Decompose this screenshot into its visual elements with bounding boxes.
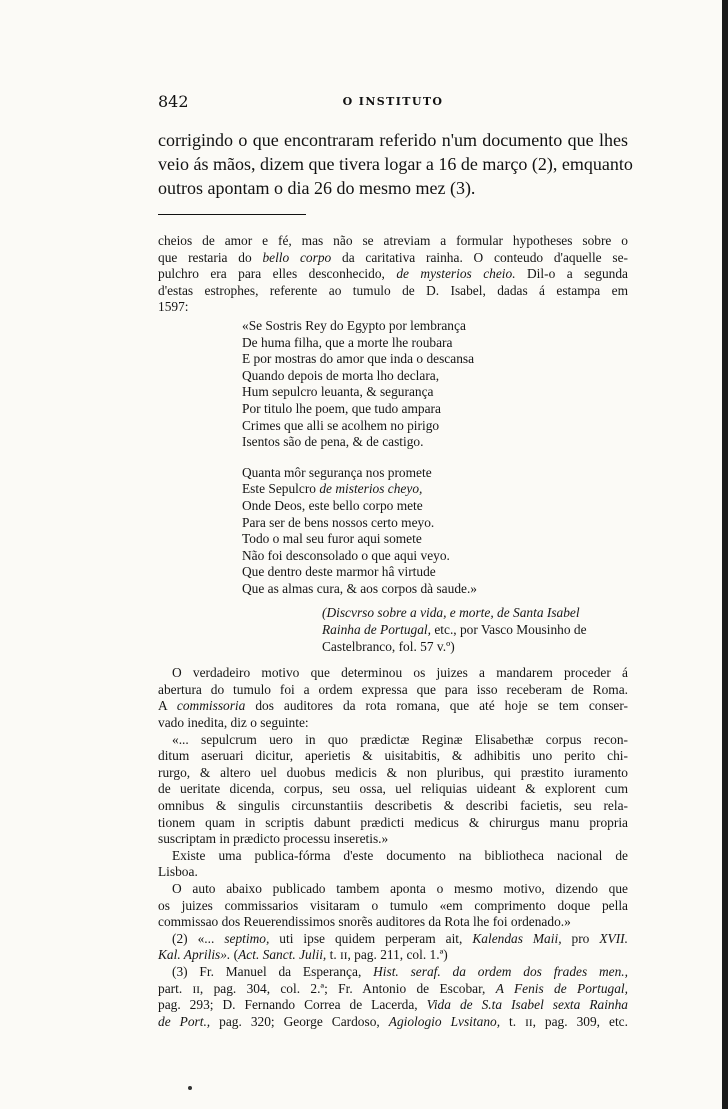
verse-line: Não foi desconsolado o que aqui veyo. [242, 547, 450, 563]
footnote-line: pulchro era para elles desconhecido, de mysterios cheio. Dil-o a segunda [158, 266, 628, 282]
verse-line: Todo o mal seu furor aqui somete [242, 531, 422, 547]
verse-line: Que as almas cura, & aos corpos dà saude.» [242, 580, 478, 596]
main-text-line: corrigindo o que encontraram referido n'um documento que lhes [158, 130, 628, 150]
paragraph-line: commissao dos Reuerendissimos snorẽs auditores da Rota lhe foi ordenado.» [158, 914, 571, 930]
footnote-line: que restaria do bello corpo da caritativa rainha. O conteudo d'aquelle se- [158, 249, 629, 265]
verse-line: Onde Deos, este bello corpo mete [242, 497, 423, 513]
paragraph-line: Lisboa. [158, 864, 198, 880]
paragraph-line: O verdadeiro motivo que determinou os juizes a mandarem proceder á [172, 665, 628, 681]
quote-line: «... sepulcrum uero in quo prædictæ Reginæ Elisabethæ corpus recon- [172, 731, 628, 747]
quote-line: ditum aseruari dicitur, aperietis & uisitabitis, & adhibitis uno perito chi- [158, 748, 628, 764]
ink-speck [188, 1086, 192, 1090]
verse-line: Que dentro deste marmor hâ virtude [242, 564, 436, 580]
verse-line: Para ser de bens nossos certo meyo. [242, 514, 435, 530]
verse-line: Hum sepulcro leuanta, & segurança [242, 384, 434, 400]
verse-line: E por mostras do amor que inda o descansa [242, 351, 475, 367]
verse-line: Quando depois de morta lho declara, [242, 367, 440, 383]
paragraph-line: Existe uma publica-fórma d'este documento na bibliotheca nacional de [172, 847, 628, 863]
footnote-2-cont: Kal. Aprilis». (Act. Sanct. Julii, t. ɪɪ, pag. 211, col. 1.ª) [158, 947, 448, 963]
latin-quote [158, 732, 628, 848]
paragraph-line: os juizes commissarios visitaram o tumulo «em comprimento doque pella [158, 897, 628, 913]
main-text-line: veio ás mãos, dizem que tivera logar a 16 de março (2), emquanto [158, 154, 633, 174]
paragraph-line: abertura do tumulo foi a ordem expressa que para isso receberam de Roma. [158, 681, 628, 697]
footnote-line: cheios de amor e fé, mas não se atreviam a formular hypotheses sobre o [158, 233, 628, 248]
verse-line: De huma filha, que a morte lhe roubara [242, 334, 453, 350]
page-header [158, 92, 628, 112]
poem-verse [242, 318, 628, 598]
footnote-3-cont: part. ɪɪ, pag. 304, col. 2.ª; Fr. Antonio de Escobar, A Fenis de Portugal, [158, 980, 628, 996]
paragraph-line: A commissoria dos auditores da rota romana, que até hoje se tem conser- [158, 698, 628, 714]
footnote-2: (2) «... septimo, uti ipse quidem perperam ait, Kalendas Maii, pro XVII. [172, 930, 628, 946]
footnote-3-cont: de Port., pag. 320; George Cardoso, Agiologio Lvsitano, t. ɪɪ, pag. 309, etc. [158, 1013, 628, 1029]
verse-line: «Se Sostris Rey do Egypto por lembrança [242, 317, 466, 333]
footnote-line: d'estas estrophes, referente ao tumulo de D. Isabel, dadas á estampa em [158, 282, 628, 298]
main-text [158, 128, 633, 200]
footnotes-section [158, 233, 628, 1030]
verse-citation: (Discvrso sobre a vida, e morte, de Santa Isabel Rainha de Portugal, etc., por Vasco Mousinho de Castelbranco, fol. 57 v.º) [322, 605, 587, 654]
footnote-divider [158, 214, 306, 215]
quote-line: de ueritate dicenda, corpus, seu ossa, uel reliquias uideant & explorent cum [158, 781, 628, 797]
footnote-3: (3) Fr. Manuel da Esperança, Hist. seraf. da ordem dos frades men., [172, 963, 628, 979]
verse-line: Isentos são de pena, & de castigo. [242, 434, 424, 450]
quote-line: tionem quam in scriptis dabunt prædicti medicus & chirurgus manu propria [158, 814, 628, 830]
verse-line: Este Sepulcro de misterios cheyo, [242, 481, 423, 497]
quote-line: omnibus & singulis circunstantiis describetis & describi facietis, seu rela- [158, 798, 628, 813]
verse-line: Por titulo lhe poem, que tudo ampara [242, 400, 441, 416]
verse-line: Crimes que alli se acolhem no pirigo [242, 417, 440, 433]
paragraph-line: vado inedita, diz o seguinte: [158, 715, 309, 731]
verse-line: Quanta môr segurança nos promete [242, 464, 432, 480]
footnote-3-cont: pag. 293; D. Fernando Correa de Lacerda, Vida de S.ta Isabel sexta Rainha [158, 997, 628, 1013]
paragraph-line: O auto abaixo publicado tambem aponta o mesmo motivo, dizendo que [172, 880, 628, 896]
quote-line: suscriptam in prædicto processu inseretis.» [158, 831, 389, 847]
main-text-line: outros apontam o dia 26 do mesmo mez (3). [158, 178, 476, 198]
running-title: O INSTITUTO [342, 95, 444, 108]
page-number: 842 [158, 92, 189, 111]
footnote-line: 1597: [158, 299, 189, 315]
quote-line: rurgo, & altero uel duobus medicis & non pluribus, qui præstito iuramento [158, 764, 628, 780]
